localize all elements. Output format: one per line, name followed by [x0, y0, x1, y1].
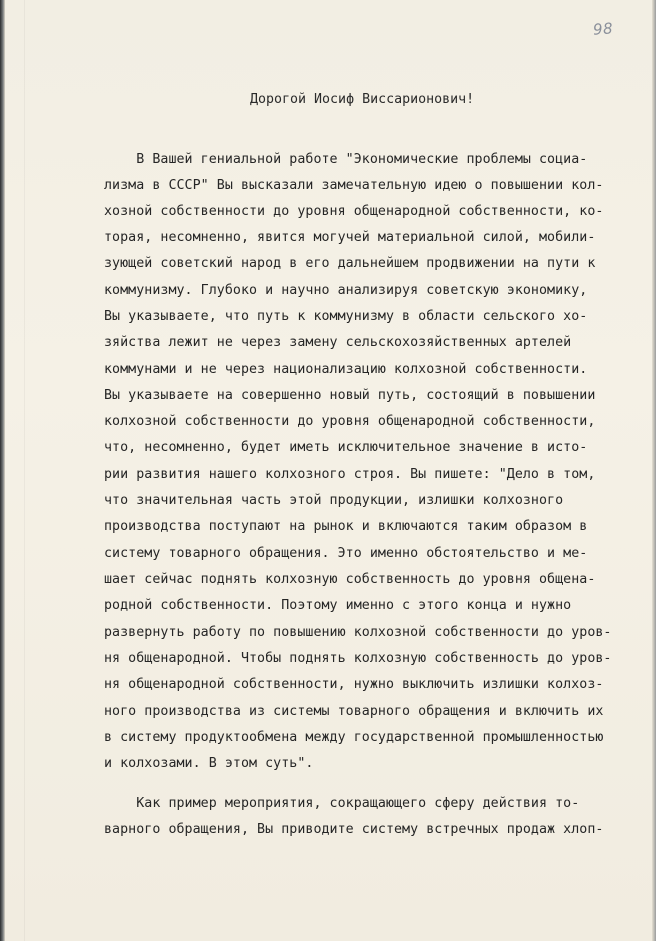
handwritten-page-number: 98: [592, 19, 614, 39]
page-right-edge: [652, 0, 656, 941]
text-line: зующей советский народ в его дальнейшем продвижении на пути к: [104, 256, 596, 271]
text-line: лизма в СССР" Вы высказали замечательную идею о повышении кол-: [104, 178, 604, 193]
text-line: производства поступают на рынок и включаются таким образом в: [104, 519, 588, 534]
text-line: в систему продуктообмена между государственной промышленностью: [104, 730, 604, 745]
salutation: Дорогой Иосиф Виссарионович!: [250, 92, 475, 107]
text-line: коммунизму. Глубоко и научно анализируя советскую экономику,: [104, 283, 588, 298]
text-line: торая, несомненно, явится могучей материальной силой, мобили-: [104, 230, 596, 245]
text-line: В Вашей гениальной работе "Экономические проблемы социа-: [104, 152, 588, 167]
text-line: что значительная часть этой продукции, излишки колхозного: [104, 493, 564, 508]
text-line: хозной собственности до уровня общенародной собственности, ко-: [104, 204, 604, 219]
text-line: систему товарного обращения. Это именно обстоятельство и ме-: [104, 546, 588, 561]
text-line: коммунами и не через национализацию колхозной собственности.: [104, 362, 588, 377]
text-line: что, несомненно, будет иметь исключительное значение в исто-: [104, 440, 588, 455]
margin-shadow: [24, 0, 25, 941]
text-line: Как пример мероприятия, сокращающего сферу действия то-: [104, 796, 580, 811]
text-line: зяйства лежит не через замену сельскохозяйственных артелей: [104, 335, 572, 350]
text-line: ня общенародной. Чтобы поднять колхозную собственность до уров-: [104, 651, 612, 666]
text-line: Вы указываете, что путь к коммунизму в области сельского хо-: [104, 309, 588, 324]
text-line: Вы указываете на совершенно новый путь, состоящий в повышении: [104, 388, 596, 403]
text-line: ного производства из системы товарного обращения и включить их: [104, 704, 604, 719]
text-line: развернуть работу по повышению колхозной собственности до уров-: [104, 625, 612, 640]
text-line: и колхозами. В этом суть".: [104, 756, 314, 771]
page-left-edge: [0, 0, 5, 941]
text-line: рии развития нашего колхозного строя. Вы пишете: "Дело в том,: [104, 467, 596, 482]
text-line: шает сейчас поднять колхозную собственность до уровня общена-: [104, 572, 596, 587]
text-line: варного обращения, Вы приводите систему встречных продаж хлоп-: [104, 822, 604, 837]
text-line: родной собственности. Поэтому именно с этого конца и нужно: [104, 598, 572, 613]
text-line: колхозной собственности до уровня общенародной собственности,: [104, 414, 596, 429]
text-line: ня общенародной собственности, нужно выключить излишки колхоз-: [104, 677, 604, 692]
